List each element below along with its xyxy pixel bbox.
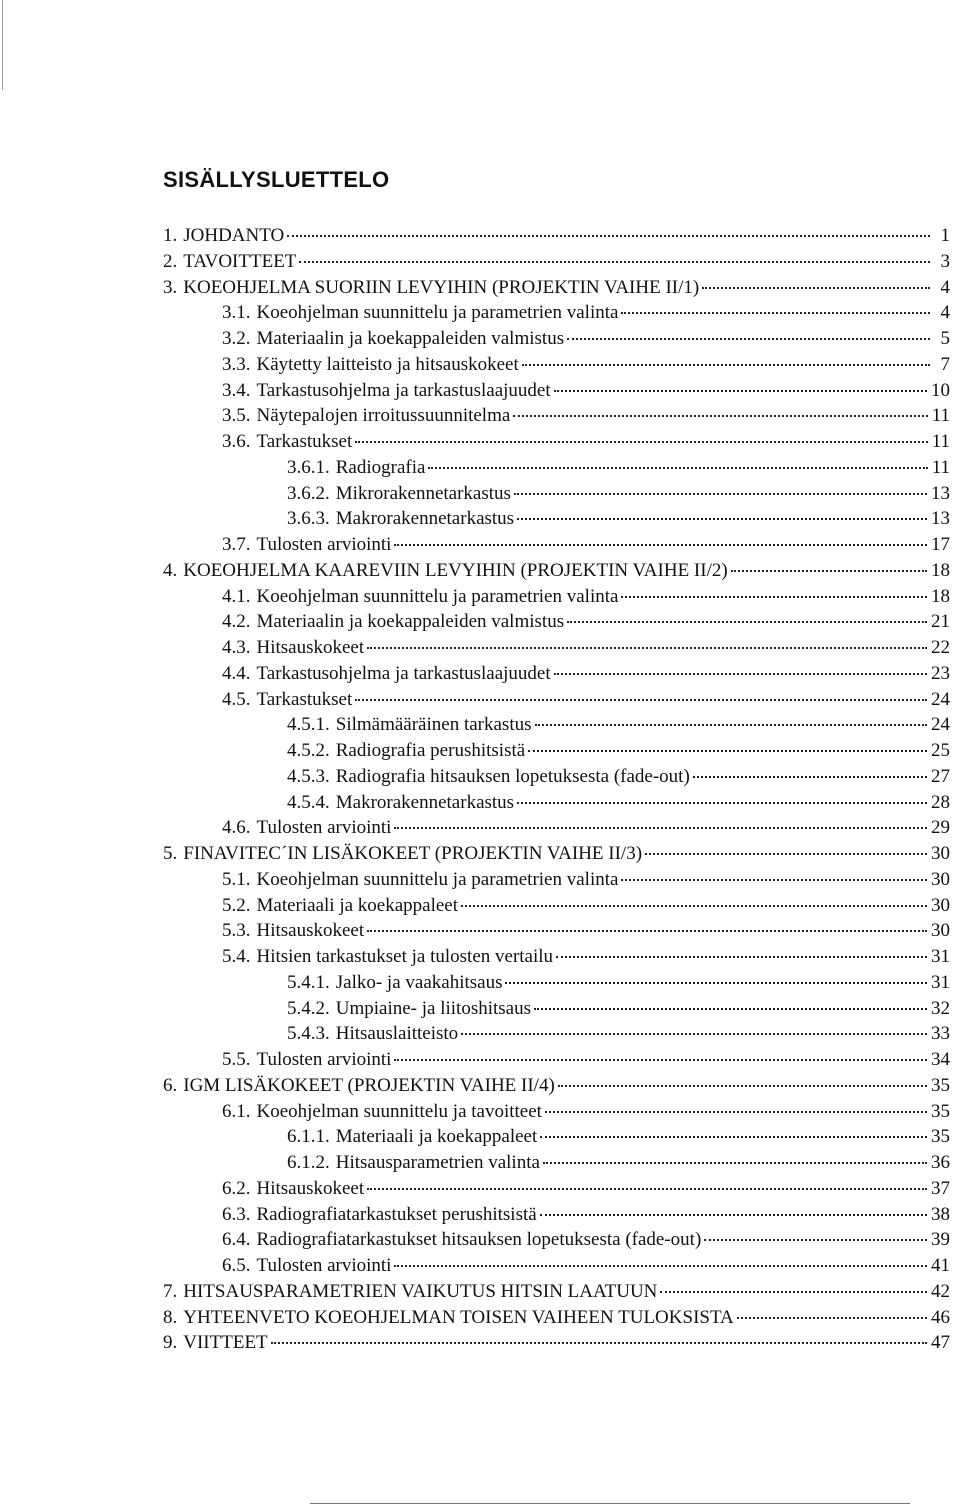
toc-dot-leader <box>505 982 927 984</box>
toc-dot-leader <box>528 750 927 752</box>
toc-entry-page-number: 13 <box>931 508 950 530</box>
toc-entry-title: Tarkastusohjelma ja tarkastuslaajuudet <box>256 662 551 684</box>
toc-entry-page-number: 4 <box>940 276 950 298</box>
toc-dot-leader <box>287 235 930 237</box>
toc-entry-page-number: 27 <box>931 765 950 787</box>
toc-entry-title: Makrorakennetarkastus <box>335 508 515 530</box>
toc-dot-leader <box>558 1085 927 1087</box>
toc-entry[interactable] <box>287 1150 950 1176</box>
toc-entry-number: 6.2. <box>222 1177 251 1199</box>
toc-entry-title: Tarkastukset <box>256 688 353 710</box>
toc-entry[interactable] <box>222 944 950 970</box>
toc-entry-title: Hitsauskokeet <box>256 637 365 658</box>
toc-entry-page-number: 7 <box>940 353 950 375</box>
toc-dot-leader <box>271 1342 927 1344</box>
toc-entry-page-number: 35 <box>931 1126 950 1148</box>
page-title: SISÄLLYSLUETTELO <box>163 167 390 192</box>
toc-entry-title: Tulosten arviointi <box>256 1255 392 1276</box>
toc-entry-title: Umpiaine- ja liitoshitsaus <box>335 997 532 1019</box>
toc-entry-number: 8. <box>163 1306 178 1328</box>
toc-entry-page-number: 11 <box>931 456 950 478</box>
footer-rule <box>310 1503 910 1504</box>
toc-dot-leader <box>522 364 930 366</box>
toc-dot-leader <box>367 930 927 932</box>
toc-entry-title: Tulosten arviointi <box>256 1049 392 1070</box>
toc-dot-leader <box>394 1059 927 1061</box>
toc-entry-number: 9. <box>163 1332 178 1354</box>
toc-entry-number: 3.2. <box>222 328 251 349</box>
toc-dot-leader <box>567 338 930 340</box>
toc-entry-title: Radiografia hitsauksen lopetuksesta (fade-out) <box>335 765 690 787</box>
toc-entry[interactable] <box>222 1202 950 1228</box>
toc-entry-page-number: 13 <box>931 482 950 504</box>
toc-dot-leader <box>461 1033 927 1035</box>
toc-entry-title: Hitsauskokeet <box>256 1177 365 1199</box>
toc-entry-page-number: 24 <box>931 688 950 710</box>
toc-entry-title: Materiaalin ja koekappaleiden valmistus <box>256 328 565 349</box>
toc-dot-leader <box>534 1008 927 1010</box>
toc-entry[interactable] <box>287 1124 950 1150</box>
toc-entry-number: 5. <box>163 843 178 864</box>
scan-edge-mark <box>2 0 3 90</box>
toc-entry[interactable] <box>222 867 950 893</box>
toc-entry[interactable] <box>222 326 950 352</box>
toc-entry-page-number: 10 <box>931 379 950 401</box>
toc-entry-title: Näytepalojen irroitussuunnitelma <box>256 405 511 427</box>
toc-entry-number: 3.4. <box>222 379 251 401</box>
toc-entry-title: Koeohjelman suunnittelu ja tavoitteet <box>256 1100 542 1122</box>
toc-dot-leader <box>660 1291 927 1293</box>
toc-entry-page-number: 22 <box>931 637 950 658</box>
toc-dot-leader <box>554 390 927 392</box>
toc-entry-number: 3.6.2. <box>287 482 330 504</box>
toc-dot-leader <box>394 1265 927 1267</box>
toc-entry-page-number: 3 <box>940 250 950 272</box>
toc-entry-title: Tarkastukset <box>256 431 353 452</box>
toc-entry-page-number: 46 <box>931 1306 950 1328</box>
toc-entry-number: 4.5.4. <box>287 791 330 813</box>
toc-entry-title: Hitsausparametrien valinta <box>335 1152 540 1173</box>
toc-entry[interactable] <box>222 1099 950 1125</box>
toc-entry-page-number: 11 <box>931 431 950 452</box>
toc-entry[interactable] <box>163 249 950 275</box>
toc-entry-title: Hitsauskokeet <box>256 920 365 942</box>
toc-dot-leader <box>543 1162 927 1164</box>
toc-entry-number: 6.1. <box>222 1100 251 1122</box>
toc-entry-title: YHTEENVETO KOEOHJELMAN TOISEN VAIHEEN TULOKSISTA <box>183 1306 734 1328</box>
toc-entry-page-number: 31 <box>931 971 950 993</box>
toc-entry-page-number: 11 <box>931 405 950 427</box>
toc-entry-number: 4.5.2. <box>287 740 330 761</box>
toc-entry-page-number: 41 <box>931 1255 950 1276</box>
toc-entry[interactable] <box>287 712 950 738</box>
toc-entry[interactable] <box>163 841 950 867</box>
toc-entry-page-number: 36 <box>931 1152 950 1173</box>
toc-dot-leader <box>535 724 928 726</box>
toc-entry-page-number: 30 <box>931 843 950 864</box>
toc-entry[interactable] <box>222 532 950 558</box>
toc-entry-title: Koeohjelman suunnittelu ja parametrien valinta <box>256 302 619 324</box>
toc-entry-title: Hitsien tarkastukset ja tulosten vertailu <box>256 946 554 967</box>
toc-dot-leader <box>621 312 930 314</box>
toc-entry-title: IGM LISÄKOKEET (PROJEKTIN VAIHE II/4) <box>183 1074 555 1096</box>
toc-entry[interactable] <box>287 481 950 507</box>
toc-dot-leader <box>621 879 927 881</box>
toc-entry-page-number: 32 <box>931 997 950 1019</box>
toc-entry-title: Hitsauslaitteisto <box>335 1023 459 1045</box>
toc-entry[interactable] <box>287 1021 950 1047</box>
toc-entry-title: Radiografia <box>335 456 426 478</box>
toc-entry-number: 5.4. <box>222 946 251 967</box>
toc-entry-number: 5.4.2. <box>287 997 330 1019</box>
toc-entry[interactable] <box>222 429 950 455</box>
toc-entry[interactable] <box>163 1305 950 1331</box>
toc-entry-title: Radiografia perushitsistä <box>335 740 526 761</box>
toc-entry-number: 3.5. <box>222 405 251 427</box>
toc-entry[interactable] <box>163 1279 950 1305</box>
toc-entry-page-number: 4 <box>940 302 950 324</box>
toc-entry-title: JOHDANTO <box>183 225 285 246</box>
toc-entry-title: Tarkastusohjelma ja tarkastuslaajuudet <box>256 379 551 401</box>
toc-entry-number: 7. <box>163 1280 178 1302</box>
toc-entry-number: 4.5.3. <box>287 765 330 787</box>
toc-entry-page-number: 17 <box>931 534 950 555</box>
toc-entry-page-number: 30 <box>931 920 950 942</box>
toc-entry-title: Makrorakennetarkastus <box>335 791 515 813</box>
toc-entry-page-number: 21 <box>931 611 950 633</box>
toc-entry[interactable] <box>163 1073 950 1099</box>
toc-entry[interactable] <box>163 558 950 584</box>
toc-entry-title: VIITTEET <box>183 1332 268 1354</box>
toc-dot-leader <box>299 261 930 263</box>
toc-dot-leader <box>645 853 927 855</box>
toc-entry-number: 4.5. <box>222 688 251 710</box>
toc-entry-page-number: 23 <box>931 662 950 684</box>
toc-entry-page-number: 29 <box>931 817 950 839</box>
toc-entry[interactable] <box>222 635 950 661</box>
toc-entry-page-number: 18 <box>931 559 950 581</box>
toc-entry-page-number: 28 <box>931 791 950 813</box>
toc-dot-leader <box>731 570 927 572</box>
toc-entry-title: KOEOHJELMA KAAREVIIN LEVYIHIN (PROJEKTIN VAIHE II/2) <box>183 559 728 581</box>
toc-entry-title: Radiografiatarkastukset hitsauksen lopetuksesta (fade-out) <box>256 1229 702 1251</box>
toc-entry-title: Tulosten arviointi <box>256 817 392 839</box>
toc-entry-page-number: 37 <box>931 1177 950 1199</box>
toc-entry-page-number: 30 <box>931 868 950 890</box>
toc-dot-leader <box>428 467 927 469</box>
toc-entry[interactable] <box>222 352 950 378</box>
toc-entry[interactable] <box>222 687 950 713</box>
toc-dot-leader <box>545 1111 927 1113</box>
toc-entry-number: 6. <box>163 1074 178 1096</box>
toc-entry-title: KOEOHJELMA SUORIIN LEVYIHIN (PROJEKTIN VAIHE II/1) <box>183 276 700 298</box>
toc-dot-leader <box>540 1214 927 1216</box>
toc-entry-number: 3.6. <box>222 431 251 452</box>
toc-entry-number: 5.1. <box>222 868 251 890</box>
toc-entry-title: HITSAUSPARAMETRIEN VAIKUTUS HITSIN LAATUUN <box>183 1280 658 1302</box>
toc-dot-leader <box>567 621 927 623</box>
toc-entry-title: Käytetty laitteisto ja hitsauskokeet <box>256 353 519 375</box>
toc-dot-leader <box>367 1188 927 1190</box>
toc-entry-title: Materiaali ja koekappaleet <box>256 894 459 916</box>
toc-entry-number: 1. <box>163 225 178 246</box>
toc-dot-leader <box>737 1317 927 1319</box>
toc-entry[interactable] <box>222 403 950 429</box>
toc-entry[interactable] <box>287 506 950 532</box>
toc-entry[interactable] <box>222 661 950 687</box>
toc-entry-page-number: 42 <box>931 1280 950 1302</box>
toc-dot-leader <box>517 802 927 804</box>
toc-entry[interactable] <box>287 970 950 996</box>
toc-dot-leader <box>554 673 927 675</box>
toc-entry-page-number: 34 <box>931 1049 950 1070</box>
toc-dot-leader <box>556 956 927 958</box>
toc-entry[interactable] <box>163 1330 950 1356</box>
toc-entry-number: 4.4. <box>222 662 251 684</box>
toc-entry[interactable] <box>222 584 950 610</box>
toc-entry-title: Silmämääräinen tarkastus <box>335 714 532 736</box>
toc-entry-title: Materiaalin ja koekappaleiden valmistus <box>256 611 565 633</box>
toc-entry-number: 5.2. <box>222 894 251 916</box>
toc-entry-number: 4.6. <box>222 817 251 839</box>
toc-entry-page-number: 39 <box>931 1229 950 1251</box>
toc-entry[interactable] <box>222 1227 950 1253</box>
toc-entry-number: 6.3. <box>222 1203 251 1225</box>
toc-entry-title: FINAVITEC´IN LISÄKOKEET (PROJEKTIN VAIHE II/3) <box>183 843 643 864</box>
toc-entry[interactable] <box>222 893 950 919</box>
toc-entry-number: 3.1. <box>222 302 251 324</box>
toc-entry-title: Materiaali ja koekappaleet <box>335 1126 538 1148</box>
toc-entry[interactable] <box>222 378 950 404</box>
toc-entry-number: 4.2. <box>222 611 251 633</box>
toc-dot-leader <box>704 1239 927 1241</box>
toc-entry-page-number: 18 <box>931 585 950 607</box>
toc-dot-leader <box>702 287 930 289</box>
toc-entry-title: Radiografiatarkastukset perushitsistä <box>256 1203 537 1225</box>
toc-entry-title: Tulosten arviointi <box>256 534 392 555</box>
toc-dot-leader <box>517 518 927 520</box>
toc-entry-number: 6.5. <box>222 1255 251 1276</box>
toc-entry-number: 4. <box>163 559 178 581</box>
toc-entry-number: 3.6.1. <box>287 456 330 478</box>
toc-entry-title: Koeohjelman suunnittelu ja parametrien valinta <box>256 868 619 890</box>
toc-dot-leader <box>394 827 927 829</box>
toc-entry-number: 6.1.2. <box>287 1152 330 1173</box>
toc-entry-page-number: 31 <box>931 946 950 967</box>
toc-entry-page-number: 35 <box>931 1100 950 1122</box>
toc-entry-number: 6.1.1. <box>287 1126 330 1148</box>
toc-dot-leader <box>621 596 927 598</box>
toc-dot-leader <box>693 776 927 778</box>
toc-entry-number: 2. <box>163 250 178 272</box>
toc-dot-leader <box>394 544 927 546</box>
toc-entry-page-number: 35 <box>931 1074 950 1096</box>
toc-entry[interactable] <box>287 790 950 816</box>
toc-entry-page-number: 30 <box>931 894 950 916</box>
toc-entry-number: 4.3. <box>222 637 251 658</box>
toc-entry-number: 5.5. <box>222 1049 251 1070</box>
toc-entry[interactable] <box>287 738 950 764</box>
toc-entry-title: Mikrorakennetarkastus <box>335 482 511 504</box>
toc-entry[interactable] <box>287 996 950 1022</box>
toc-entry-number: 5.4.1. <box>287 971 330 993</box>
toc-entry[interactable] <box>287 764 950 790</box>
toc-entry-number: 6.4. <box>222 1229 251 1251</box>
toc-entry-number: 4.5.1. <box>287 714 330 736</box>
toc-entry-title: TAVOITTEET <box>183 250 297 272</box>
toc-entry[interactable] <box>222 918 950 944</box>
toc-entry-number: 3.6.3. <box>287 508 330 530</box>
toc-dot-leader <box>355 699 927 701</box>
toc-entry-page-number: 25 <box>931 740 950 761</box>
toc-entry-number: 4.1. <box>222 585 251 607</box>
toc-entry-title: Koeohjelman suunnittelu ja parametrien valinta <box>256 585 619 607</box>
toc-entry[interactable] <box>287 455 950 481</box>
toc-entry-page-number: 47 <box>931 1332 950 1354</box>
toc-entry-page-number: 33 <box>931 1023 950 1045</box>
toc-entry-number: 5.3. <box>222 920 251 942</box>
toc-entry-number: 3. <box>163 276 178 298</box>
toc-dot-leader <box>355 441 927 443</box>
toc-entry[interactable] <box>222 300 950 326</box>
toc-entry-page-number: 1 <box>940 225 950 246</box>
toc-entry[interactable] <box>222 609 950 635</box>
toc-dot-leader <box>513 415 927 417</box>
toc-entry[interactable] <box>222 1176 950 1202</box>
toc-entry-number: 3.7. <box>222 534 251 555</box>
toc-entry-number: 3.3. <box>222 353 251 375</box>
toc-dot-leader <box>540 1136 927 1138</box>
toc-entry-title: Jalko- ja vaakahitsaus <box>335 971 503 993</box>
toc-entry-number: 5.4.3. <box>287 1023 330 1045</box>
toc-dot-leader <box>461 905 927 907</box>
toc-entry-page-number: 24 <box>931 714 950 736</box>
toc-entry[interactable] <box>222 1253 950 1279</box>
toc-entry-page-number: 5 <box>940 328 950 349</box>
toc-entry[interactable] <box>222 815 950 841</box>
toc-dot-leader <box>514 493 927 495</box>
toc-entry[interactable] <box>222 1047 950 1073</box>
toc-entry[interactable] <box>163 223 950 249</box>
toc-dot-leader <box>367 647 927 649</box>
toc-entry[interactable] <box>163 275 950 301</box>
toc-entry-page-number: 38 <box>931 1203 950 1225</box>
